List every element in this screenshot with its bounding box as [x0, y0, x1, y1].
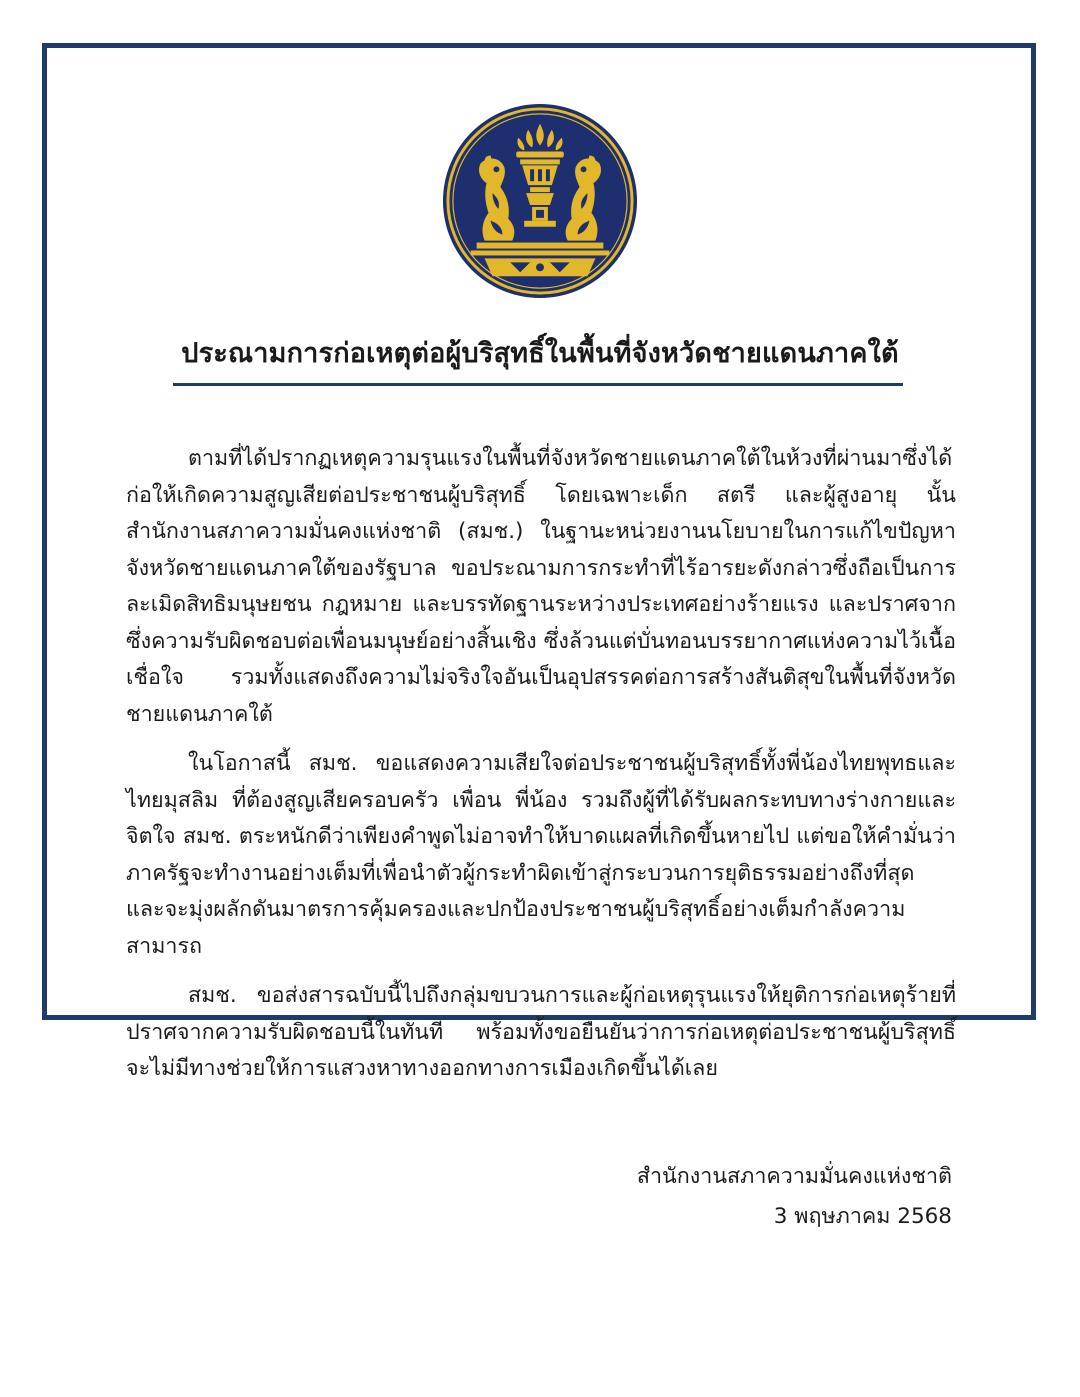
signature-organization: สำนักงานสภาความมั่นคงแห่งชาติ: [636, 1164, 952, 1189]
page-title: ประณามการก่อเหตุต่อผู้บริสุทธิ์ในพื้นที่จังหวัดชายแดนภาคใต้: [181, 338, 899, 369]
paragraph: ตามที่ได้ปรากฏเหตุความรุนแรงในพื้นที่จังหวัดชายแดนภาคใต้ในห้วงที่ผ่านมาซึ่งได้ก่อให้เกิดความสูญเสียต่อประชาชนผู้บริสุทธิ์ โดยเฉพาะเด็ก สตรี และผู้สูงอายุ นั้น สำนักงานสภาความมั่นคงแห่งชาติ (สมช.) ในฐานะหน่วยงานนโยบายในการแก้ไขปัญหาจังหวัดชายแดนภาคใต้ของรัฐบาล ขอประณามการกระทำที่ไร้อารยะดังกล่าวซึ่งถือเป็นการละเมิดสิทธิมนุษยชน กฎหมาย และบรรทัดฐานระหว่างประเทศอย่างร้ายแรง และปราศจากซึ่งความรับผิดชอบต่อเพื่อนมนุษย์อย่างสิ้นเชิง ซึ่งล้วนแต่บั่นทอนบรรยากาศแห่งความไว้เนื้อเชื่อใจ รวมทั้งแสดงถึงความไม่จริงใจอันเป็นอุปสรรคต่อการสร้างสันติสุขในพื้นที่จังหวัดชายแดนภาคใต้: [126, 446, 956, 727]
signature-date: 3 พฤษภาคม 2568: [773, 1204, 952, 1229]
signature-block: [637, 1157, 952, 1237]
paragraph: สมช. ขอส่งสารฉบับนี้ไปถึงกลุ่มขบวนการและผู้ก่อเหตุรุนแรงให้ยุติการก่อเหตุร้ายที่ปราศจากความรับผิดชอบนี้ในทันที พร้อมทั้งขอยืนยันว่าการก่อเหตุต่อประชาชนผู้บริสุทธิ์ จะไม่มีทางช่วยให้การแสวงหาทางออกทางการเมืองเกิดขึ้นได้เลย: [126, 983, 956, 1081]
paragraph: ในโอกาสนี้ สมช. ขอแสดงความเสียใจต่อประชาชนผู้บริสุทธิ์ทั้งพี่น้องไทยพุทธและไทยมุสลิม ที่ต้องสูญเสียครอบครัว เพื่อน พี่น้อง รวมถึงผู้ที่ได้รับผลกระทบทางร่างกายและจิตใจ สมช. ตระหนักดีว่าเพียงคำพูดไม่อาจทำให้บาดแผลที่เกิดขึ้นหายไป แต่ขอให้คำมั่นว่าภาครัฐจะทำงานอย่างเต็มที่เพื่อนำตัวผู้กระทำผิดเข้าสู่กระบวนการยุติธรรมอย่างถึงที่สุด และจะมุ่งผลักดันมาตรการคุ้มครองและปกป้องประชาชนผู้บริสุทธิ์อย่างเต็มกำลังความสามารถ: [126, 751, 956, 959]
statement-body: [126, 441, 956, 1101]
national-security-council-seal-icon: [441, 102, 639, 300]
title-underline: [173, 383, 903, 386]
